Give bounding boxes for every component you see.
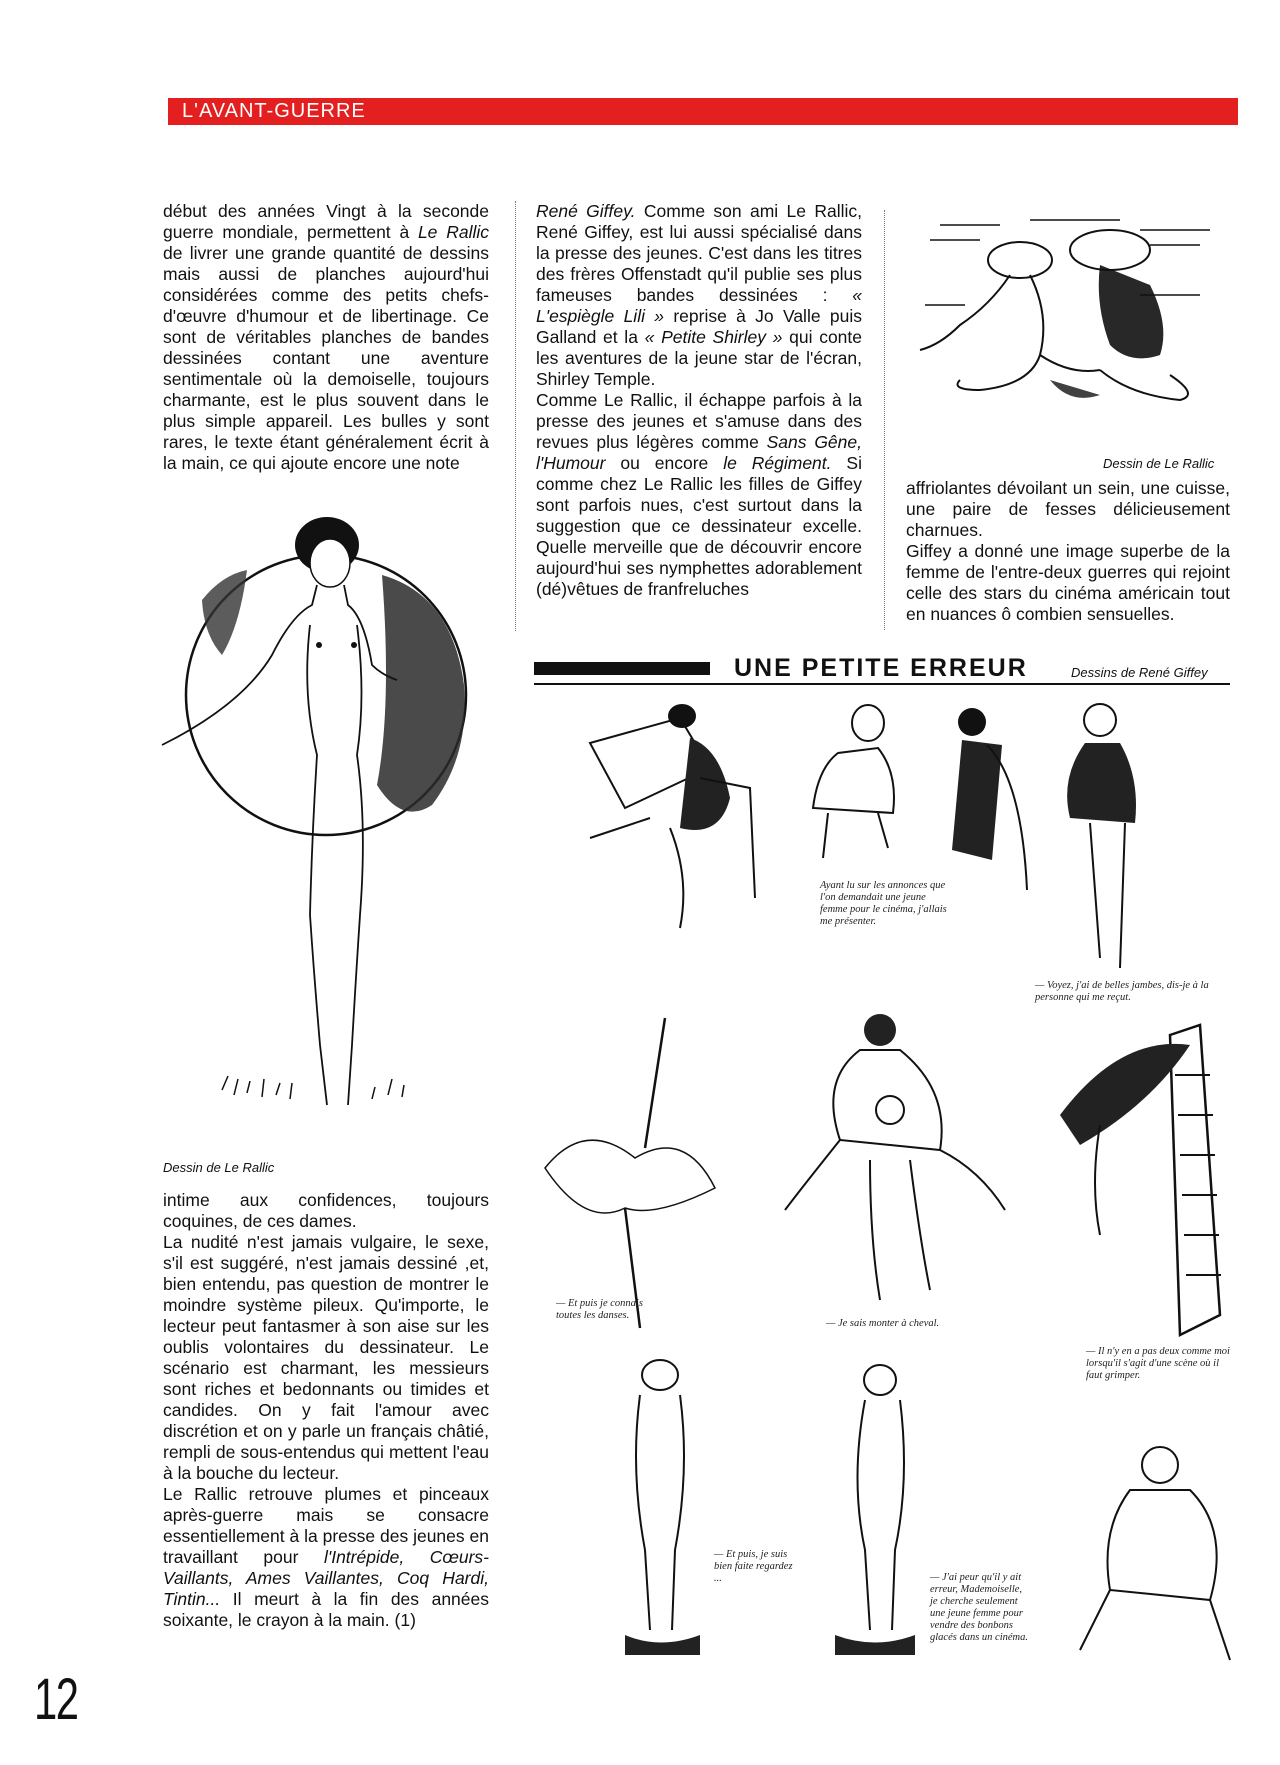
column-1-text-top: [163, 201, 489, 474]
section-header-bar: [168, 98, 1238, 125]
comic-panel-legs: [1040, 698, 1200, 978]
paragraph: [536, 390, 862, 600]
text-run: de livrer une grande quantité de dessins mais aussi de planches aujourd'hui considérées comme des petits chefs-d'œuvre d'humour et de libertinage. Ce sont de véritables planches de bandes dessinées contant une aventure sentimentale où la demoiselle, toujours charmante, est le plus souvent dans le plus simple appareil. Les bulles y sont rares, le texte étant généralement écrit à la main, ce qui ajoute encore une note: [163, 243, 489, 473]
panel-caption-3: — Et puis je connais toutes les danses.: [556, 1298, 643, 1321]
comic-panel-woman-coat: [932, 700, 1032, 900]
story-credit: Dessins de René Giffey: [1071, 665, 1208, 680]
panel-caption-1: Ayant lu sur les annonces que l'on demandait une jeune femme pour le cinéma, j'allais me présenter.: [820, 880, 947, 927]
text-run: qui conte les aventures de la jeune star de l'écran, Shirley Temple.: [536, 327, 863, 389]
column-separator: [515, 201, 516, 631]
text-run: le Régiment.: [723, 453, 832, 473]
text-run: « Petite Shirley »: [644, 327, 783, 347]
paragraph: [163, 1190, 489, 1232]
panel-caption-2: — Voyez, j'ai de belles jambes, dis-je à la personne qui me reçut.: [1035, 980, 1209, 1003]
paragraph: [163, 201, 489, 474]
paragraph: [906, 541, 1230, 625]
text-run: Si comme chez Le Rallic les filles de Giffey sont parfois nues, c'est surtout dans la suggestion que ce dessinateur excelle. Quelle merveille que de découvrir encore aujourd'hui ses nymphettes adorablement (dé)vêtues de franfreluches: [536, 453, 862, 599]
text-run: La nudité n'est jamais vulgaire, le sexe, s'il est suggéré, n'est jamais dessiné ,et, bien entendu, pas question de montrer le moindre système pileux. Qu'importe, le lecteur peut fantasmer à son aise sur les oublis volontaires du dessinateur. Le scénario est charmant, les messieurs sont riches et bedonnants ou timides et candides. On y fait l'amour avec discrétion et on y parle un français châtié, rempli de sous-entendus qui mettent l'eau à la bouche du lecteur.: [163, 1232, 489, 1483]
paragraph: [906, 478, 1230, 541]
le-rallic-nude-drawing: [152, 505, 492, 1135]
text-run: ou encore: [605, 453, 724, 473]
text-run: René Giffey.: [536, 201, 636, 221]
panel-caption-5: — Il n'y en a pas deux comme moi lorsqu'il s'agit d'une scène où il faut grimper.: [1086, 1346, 1230, 1381]
text-run: intime aux confidences, toujours coquines, de ces dames.: [163, 1190, 489, 1231]
panel-caption-6: — Et puis, je suis bien faite regardez ...: [714, 1549, 793, 1584]
page-number: 12: [34, 1667, 78, 1732]
text-run: Le Rallic retrouve plumes et pinceaux après-guerre mais se consacre essentiellement à la presse des jeunes en travaillant pour: [163, 1484, 489, 1567]
text-run: « L'espiègle Lili »: [536, 285, 862, 326]
text-run: affriolantes dévoilant un sein, une cuisse, une paire de fesses délicieusement charnues.: [906, 478, 1230, 540]
comic-panel-undress-2: [820, 1360, 940, 1660]
comic-panel-climb: [1040, 1015, 1240, 1345]
comic-panel-seated-man: [1060, 1440, 1250, 1670]
comic-panel-undress-1: [610, 1350, 730, 1660]
text-run: Il meurt à la fin des années soixante, le crayon à la main. (1): [163, 1589, 489, 1630]
paragraph: [536, 201, 862, 390]
comic-panel-man: [798, 698, 918, 878]
comic-panel-reading: [570, 698, 770, 938]
sunbathing-women-drawing: [900, 205, 1240, 425]
text-run: Le Rallic: [417, 222, 489, 242]
column-1-text-bottom: [163, 1190, 489, 1631]
caption-right-top: Dessin de Le Rallic: [1103, 456, 1215, 471]
column-3-text: [906, 478, 1230, 625]
comic-panel-horseback: [780, 1010, 1010, 1310]
text-run: l'Intrépide, Cœurs-Vaillants, Ames Vaillantes, Coq Hardi, Tintin...: [163, 1547, 489, 1609]
story-title: UNE PETITE ERREUR: [734, 654, 1028, 682]
text-run: Comme Le Rallic, il échappe parfois à la presse des jeunes et s'amuse dans des revues plus légères comme: [536, 390, 862, 452]
paragraph: [163, 1484, 489, 1631]
panel-caption-7: — J'ai peur qu'il y ait erreur, Mademoiselle, je cherche seulement une jeune femme pour vendre des bonbons glacés dans un cinéma.: [930, 1572, 1028, 1643]
panel-caption-4: — Je sais monter à cheval.: [826, 1318, 940, 1329]
comic-panel-dance: [525, 1008, 725, 1348]
text-run: début des années Vingt à la seconde guerre mondiale, permettent à: [163, 201, 489, 242]
text-run: Sans Gêne, l'Humour: [536, 432, 862, 473]
section-title: L'AVANT-GUERRE: [182, 100, 366, 122]
text-run: reprise à Jo Valle puis Galland et la: [536, 306, 862, 347]
column-2-text: [536, 201, 862, 600]
story-title-underline: [534, 683, 1230, 685]
paragraph: [163, 1232, 489, 1484]
caption-left: Dessin de Le Rallic: [163, 1160, 275, 1175]
column-separator-2: [884, 210, 885, 630]
story-title-rule: [534, 662, 710, 675]
text-run: Giffey a donné une image superbe de la femme de l'entre-deux guerres qui rejoint celle des stars du cinéma américain tout en nuances ô combien sensuelles.: [906, 541, 1230, 624]
text-run: Comme son ami Le Rallic, René Giffey, est lui aussi spécialisé dans la presse des jeunes. C'est dans les titres des frères Offenstadt qu'il publie ses plus fameuses bandes dessinées :: [536, 201, 862, 305]
